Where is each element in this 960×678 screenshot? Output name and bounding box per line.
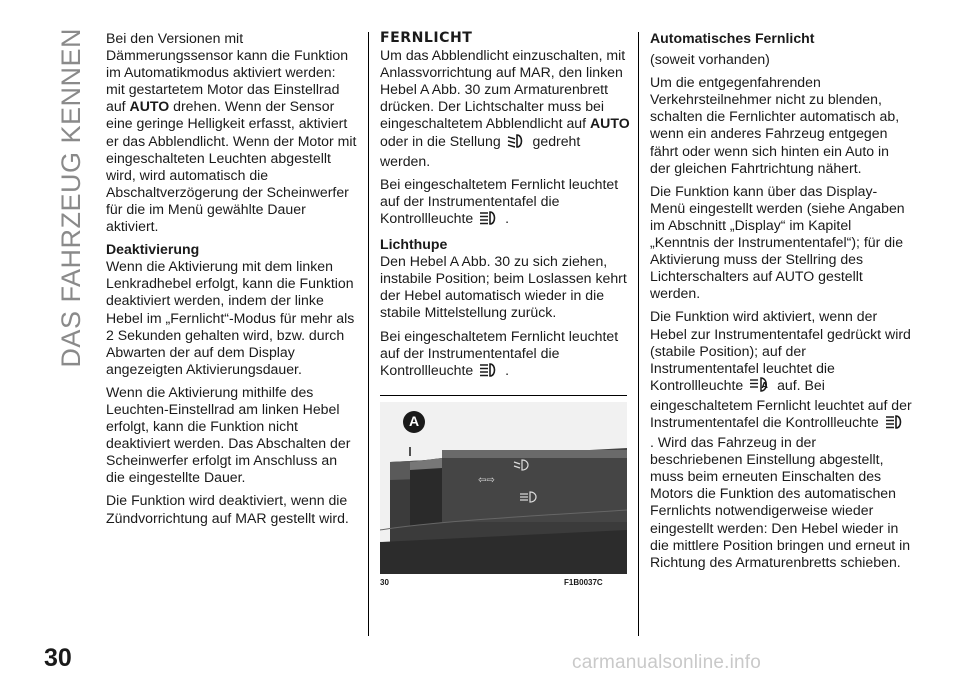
column-2: [380, 30, 630, 388]
svg-text:⇦⇨: ⇦⇨: [478, 475, 495, 486]
heading-deaktivierung: Deaktivierung: [106, 241, 200, 258]
auto-high-beam-icon: [749, 377, 771, 397]
figure-lever: [380, 402, 627, 574]
paragraph-auto-fernlicht-menu: Die Funktion kann über das Display-Menü eingestellt werden (siehe Angaben im Abschnitt „Display“ im Kapitel „Kenntnis der Instrumententafel“); für die Aktivierung muss der Stellring des Lichterschalters auf AUTO gestellt werden.: [650, 182, 905, 302]
heading-automatisches-fernlicht: Automatisches Fernlicht: [650, 30, 815, 46]
paragraph-fernlicht-on: Um das Abblendlicht einzuschalten, mit Anlassvorrichtung auf MAR, den linken Hebel A Abb. 30 zum Armaturenbrett drücken. Der Lichtschalter muss bei eingeschaltetem Abblendlicht auf AUTO oder in die Stellung gedreht werden.: [380, 47, 630, 169]
column-1: [106, 30, 358, 533]
figure-top-rule: [380, 395, 627, 396]
paragraph-deactivation-lever: Wenn die Aktivierung mit dem linken Lenkradhebel erfolgt, kann die Funktion deaktiviert werden, indem der linke Hebel im „Fernlicht“-Modus für mehr als 2 Sekunden gehalten wird, bzw. durch Abwarten der auf dem Display angezeigten Aktivierungsdauer.: [106, 258, 355, 377]
low-beam-icon: [507, 133, 527, 153]
high-beam-icon: [479, 362, 499, 382]
paragraph-auto-mode: Bei den Versionen mit Dämmerungssensor kann die Funktion im Automatikmodus aktiviert werden: mit gestartetem Motor das Einstellrad auf AUTO drehen. Wenn der Sensor eine geringe Helligkeit erfasst, aktiviert er das Abblendlicht. Wenn der Motor mit eingeschalteten Leuchten abgestellt wird, wird automatisch die Abschaltverzögerung der Scheinwerfer für die im Menü gewählte Dauer aktiviert.: [106, 30, 357, 235]
high-beam-icon: [885, 414, 905, 434]
paragraph-deactivation-wheel: Wenn die Aktivierung mithilfe des Leuchten-Einstellrad am linken Hebel erfolgt, kann die Funktion nicht deaktiviert werden. Das Abschalten der Scheinwerfer erfolgt im Anschluss an die eingestellte Dauer.: [106, 383, 351, 486]
figure-code: F1B0037C: [564, 578, 603, 587]
heading-fernlicht: FERNLICHT: [380, 30, 473, 46]
paragraph-lichthupe: Den Hebel A Abb. 30 zu sich ziehen, instabile Position; beim Loslassen kehrt der Hebel automatisch wieder in die stabile Mittelstellung zurück.: [380, 253, 627, 321]
paragraph-auto-fernlicht-intro: Um die entgegenfahrenden Verkehrsteilnehmer nicht zu blenden, schalten die Fernlichter automatisch ab, wenn ein anderes Fahrzeug entgegen fährt oder wenn sich hinten ein Auto in der gleichen Fahrtrichtung nähert.: [650, 74, 900, 176]
chapter-side-title: DAS FAHRZEUG KENNEN: [56, 28, 86, 368]
keyword-auto: AUTO: [129, 98, 170, 115]
column-divider-2: [638, 32, 639, 636]
paragraph-deactivation-mar: Die Funktion wird deaktiviert, wenn die Zündvorrichtung auf MAR gestellt wird.: [106, 492, 349, 526]
figure-number: 30: [380, 578, 389, 587]
figure-label-a: A: [408, 413, 420, 429]
column-3: [650, 30, 912, 577]
column-divider-1: [368, 32, 369, 636]
svg-text:A: A: [761, 380, 768, 390]
paragraph-auto-fernlicht-activation: Die Funktion wird aktiviert, wenn der Hebel zur Instrumententafel gedrückt wird (stabile Position); auf der Instrumententafel leuchtet die Kontrollleuchte A auf. Bei eingeschaltetem Fernlicht leuchtet auf der Instrumententafel die Kontrollleuchte . Wird das Fahrzeug in der beschriebenen Einstellung abgestellt, muss beim erneuten Einschalten des Motors die Funktion des automatischen Fernlichts notwendigerweise wieder eingestellt werden: Den Hebel wieder in die mittlere Position bringen und erneut in Richtung des Armaturenbretts schieben.: [650, 308, 912, 570]
paragraph-high-beam-light-2: Bei eingeschaltetem Fernlicht leuchtet auf der Instrumententafel die Kontrollleuchte .: [380, 328, 630, 382]
heading-lichthupe: Lichthupe: [380, 236, 448, 253]
keyword-auto: AUTO: [590, 115, 630, 132]
page-number: 30: [44, 644, 72, 672]
paragraph-high-beam-light: Bei eingeschaltetem Fernlicht leuchtet auf der Instrumententafel die Kontrollleuchte .: [380, 176, 630, 230]
watermark: carmanualsonline.info: [572, 652, 762, 673]
high-beam-icon: [479, 210, 499, 230]
paragraph-optional-note: (soweit vorhanden): [650, 51, 770, 68]
